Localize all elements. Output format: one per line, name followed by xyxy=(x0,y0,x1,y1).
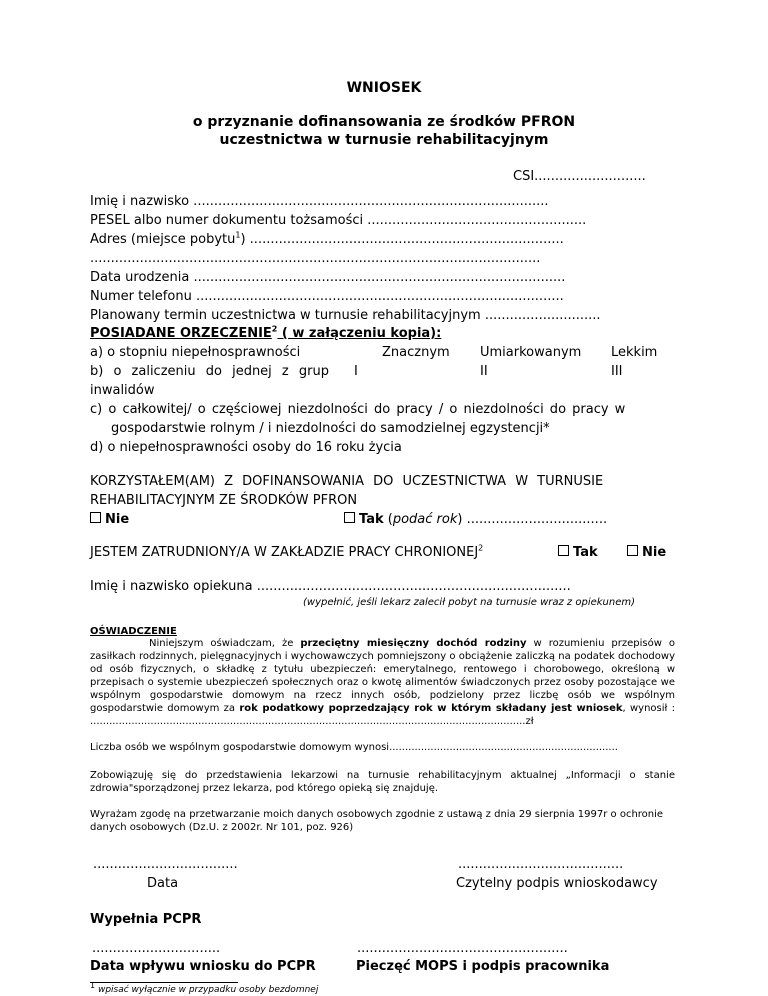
opiekun-field[interactable]: Imię i nazwisko opiekuna ............................................................................ xyxy=(90,579,571,594)
oswiadczenie-household-count[interactable]: Liczba osób we wspólnym gospodarstwie domowym wynosi........................................................................ xyxy=(90,742,618,753)
korzystal-tak-label: Tak xyxy=(359,512,384,527)
orzeczenie-b-label: b) o zaliczeniu do jednej z grup xyxy=(90,364,329,379)
korzystal-line2: REHABILITACYJNYM ZE ŚRODKÓW PFRON xyxy=(90,493,358,508)
checkbox-icon[interactable] xyxy=(558,545,569,556)
document-subtitle-line1: o przyznanie dofinansowania ze środków PFRON xyxy=(192,114,576,130)
footnote-ref-1: 1 xyxy=(235,230,241,240)
korzystal-nie-label: Nie xyxy=(105,512,130,527)
korzystal-year-dots[interactable]: ) .................................. xyxy=(457,512,608,527)
footnote-1 xyxy=(90,981,319,996)
signature-label: Czytelny podpis wnioskodawcy xyxy=(456,876,658,891)
option-znacznym[interactable]: Znacznym xyxy=(382,345,450,360)
pcpr-date-label: Data wpływu wniosku do PCPR xyxy=(90,959,316,974)
footnote-1-number: 1 xyxy=(90,981,96,990)
address-dots: ) ............................................................................ xyxy=(240,232,564,247)
address-field[interactable] xyxy=(90,231,564,249)
orzeczenie-c-line1[interactable]: c) o całkowitej/ o częściowej niezdolności do pracy / o niezdolności do pracy w xyxy=(90,402,626,417)
zatrudniony-nie-option[interactable] xyxy=(627,544,666,562)
zatrudniony-nie-label: Nie xyxy=(642,545,667,560)
oswiadczenie-p1d: rok podatkowy poprzedzający rok w którym składany jest wniosek xyxy=(239,703,623,714)
option-group-i[interactable]: I xyxy=(354,364,358,379)
option-group-ii[interactable]: II xyxy=(480,364,488,379)
korzystal-line1: KORZYSTAŁEM(AM) Z DOFINANSOWANIA DO UCZESTNICTWA W TURNUSIE xyxy=(90,474,604,489)
pcpr-stamp-dots[interactable]: ................................................... xyxy=(357,941,568,956)
address-line2-field[interactable]: ............................................................................................................. xyxy=(90,251,541,266)
orzeczenie-c-line2[interactable]: gospodarstwie rolnym / i niezdolności do samodzielnej egzystencji* xyxy=(111,421,550,436)
csi-field[interactable]: CSI........................... xyxy=(513,169,646,184)
date-label: Data xyxy=(147,876,179,891)
zatrudniony-label xyxy=(90,544,483,562)
orzeczenie-heading xyxy=(90,325,441,343)
oswiadczenie-paragraph3: Wyrażam zgodę na przetwarzanie moich danych osobowych zgodnie z ustawą z dnia 29 sierpnia 1997r o ochronie danych osobowych (Dz.U. z 2002r. Nr 101, poz. 926) xyxy=(90,809,664,833)
footnote-divider xyxy=(90,982,238,983)
oswiadczenie-p1b: przeciętny miesięczny dochód rodziny xyxy=(300,638,527,649)
term-field[interactable]: Planowany termin uczestnictwa w turnusie rehabilitacyjnym ............................ xyxy=(90,308,601,323)
footnote-ref-2b: 2 xyxy=(478,543,484,553)
oswiadczenie-p1a: Niniejszym oświadczam, że xyxy=(149,638,301,649)
zatrudniony-tak-label: Tak xyxy=(573,545,598,560)
pesel-field[interactable]: PESEL albo numer dokumentu tożsamości ..................................................... xyxy=(90,213,587,228)
zatrudniony-text: JESTEM ZATRUDNIONY/A W ZAKŁADZIE PRACY CHRONIONEJ xyxy=(90,545,479,560)
orzeczenie-a-label: a) o stopniu niepełnosprawności xyxy=(90,345,301,360)
orzeczenie-heading-rest: ( w załączeniu kopia): xyxy=(277,326,442,341)
address-label: Adres (miejsce pobytu xyxy=(90,232,236,247)
orzeczenie-d-line[interactable]: d) o niepełnosprawności osoby do 16 roku życia xyxy=(90,440,402,455)
oswiadczenie-paragraph2: Zobowiązuję się do przedstawienia lekarzowi na turnusie rehabilitacyjnym aktualnej „Informacji o stanie zdrowia"sporządzonej przez lekarza, pod którego opieką się znajduję. xyxy=(90,770,675,794)
checkbox-icon[interactable] xyxy=(627,545,638,556)
korzystal-tak-note: podać rok xyxy=(392,512,458,527)
phone-field[interactable]: Numer telefonu ......................................................................................... xyxy=(90,289,564,304)
option-group-iii[interactable]: III xyxy=(611,364,623,379)
document-title: WNIOSEK xyxy=(346,80,422,96)
pcpr-date-dots[interactable]: ............................... xyxy=(92,941,221,956)
oswiadczenie-income-dots[interactable]: , wynosił : .........................................................................................................................................zł xyxy=(90,703,676,727)
oswiadczenie-paragraph1 xyxy=(90,637,675,728)
checkbox-icon[interactable] xyxy=(90,512,101,523)
oswiadczenie-p1c: w rozumieniu przepisów o zasiłkach rodzinnych, pielęgnacyjnych i wychowawczych pomniejszony o obciążenie zaliczką na podatek dochodowy od osób fizycznych, o składkę z tytułu ubezpieczeń: emerytalnego, rentowego i chorobowego, określoną w przepisach o systemie ubezpieczeń społecznych oraz o kwotę alimentów świadczonych przez osoby pozostające we wspólnym gospodarstwie domowym na rzecz innych osób, podzielony przez liczbę osób we wspólnym gospodarstwie domowym za xyxy=(90,638,675,714)
name-field[interactable]: Imię i nazwisko ...................................................................................... xyxy=(90,194,549,209)
korzystal-tak-option[interactable] xyxy=(344,511,607,529)
option-lekkim[interactable]: Lekkim xyxy=(611,345,658,360)
korzystal-tak-paren: ( xyxy=(383,512,393,527)
footnote-1-text: wpisać wyłącznie w przypadku osoby bezdomnej xyxy=(97,985,319,995)
orzeczenie-heading-main: POSIADANE ORZECZENIE xyxy=(90,326,272,341)
oswiadczenie-heading: OŚWIADCZENIE xyxy=(90,626,177,637)
document-subtitle-line2: uczestnictwa w turnusie rehabilitacyjnym xyxy=(219,132,549,148)
birth-date-field[interactable]: Data urodzenia .......................................................................................... xyxy=(90,270,566,285)
date-dots[interactable]: ................................... xyxy=(93,857,238,872)
orzeczenie-b-continuation: inwalidów xyxy=(90,383,155,398)
pcpr-heading: Wypełnia PCPR xyxy=(90,912,202,927)
zatrudniony-tak-option[interactable] xyxy=(558,544,598,562)
checkbox-icon[interactable] xyxy=(344,512,355,523)
korzystal-nie-option[interactable] xyxy=(90,511,129,529)
footnote-ref-2: 2 xyxy=(271,324,278,334)
option-umiarkowanym[interactable]: Umiarkowanym xyxy=(480,345,582,360)
signature-dots[interactable]: ........................................ xyxy=(458,857,624,872)
opiekun-note: (wypełnić, jeśli lekarz zalecił pobyt na turnusie wraz z opiekunem) xyxy=(303,597,636,608)
pcpr-stamp-label: Pieczęć MOPS i podpis pracownika xyxy=(356,959,610,974)
